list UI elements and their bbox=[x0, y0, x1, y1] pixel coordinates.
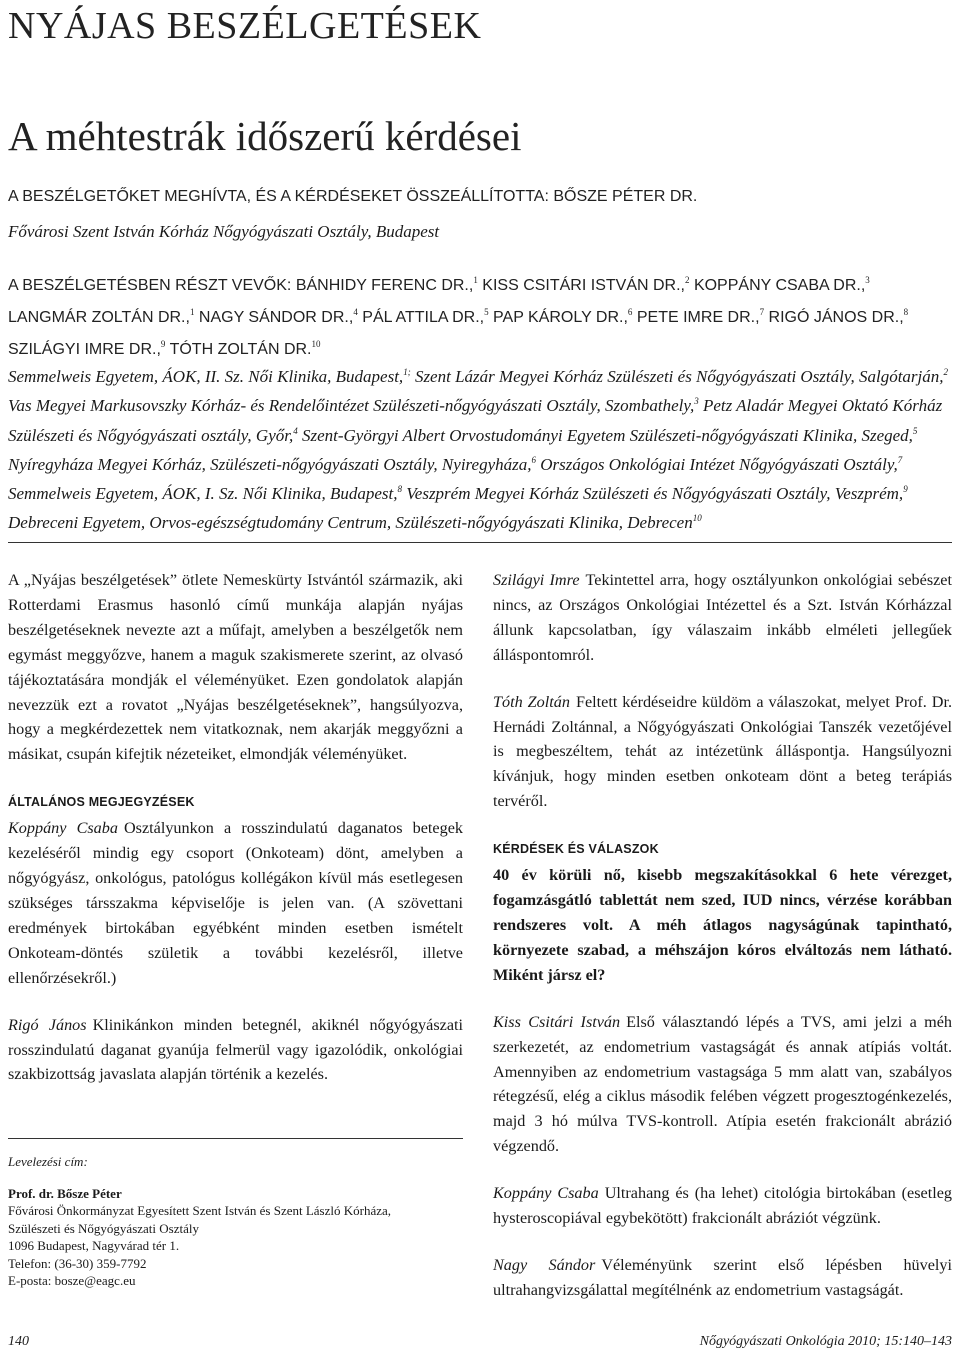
participant-name: TÓTH ZOLTÁN DR. bbox=[169, 341, 312, 358]
speaker-name: Nagy Sándor bbox=[493, 1255, 596, 1274]
left-column bbox=[8, 568, 463, 1087]
answer-paragraph bbox=[8, 816, 463, 990]
participant-affiliation-ref: 5 bbox=[484, 307, 489, 317]
affiliation-text: Veszprém Megyei Kórház Szülészeti és Nőgyógyászati Osztály, Veszprém, bbox=[406, 484, 904, 504]
correspondence-name: Prof. dr. Bősze Péter bbox=[8, 1185, 122, 1201]
address-line: Fővárosi Önkormányzat Egyesített Szent István és Szent László Kórháza, bbox=[8, 1203, 392, 1218]
participants-list bbox=[8, 267, 953, 363]
affiliation-text: Semmelweis Egyetem, ÁOK, II. Sz. Női Klinika, Budapest, bbox=[8, 367, 404, 386]
affiliation-text: Semmelweis Egyetem, ÁOK, I. Sz. Női Klinika, Budapest, bbox=[8, 484, 398, 504]
journal-citation: Nőgyógyászati Onkológia 2010; 15:140–143 bbox=[699, 1334, 952, 1349]
participant-affiliation-ref: 6 bbox=[627, 307, 633, 317]
speaker-name: Szilágyi Imre bbox=[493, 571, 580, 589]
answer-paragraph bbox=[493, 1181, 952, 1231]
right-column bbox=[493, 568, 952, 1303]
speaker-name: Koppány Csaba bbox=[8, 819, 118, 838]
participant-affiliation-ref: 10 bbox=[311, 339, 321, 349]
participant-name: PÁL ATTILA DR., bbox=[362, 309, 485, 326]
speaker-name: Kiss Csitári István bbox=[493, 1012, 621, 1031]
answer-paragraph bbox=[493, 1253, 952, 1303]
affiliation-text: Nyíregyháza Megyei Kórház, Szülészeti-nőgyógyászati Osztály, Nyiregyháza, bbox=[8, 454, 532, 474]
correspondence-label: Levelezési cím: bbox=[8, 1154, 88, 1169]
answer-text: Véleményünk szerint első lépésben hüvelyi ultrahangvizsgálattal megítélnénk az endometrium vastagságát. bbox=[493, 1255, 953, 1299]
header-divider bbox=[8, 542, 952, 543]
participant-name: SZILÁGYI IMRE DR., bbox=[8, 341, 161, 358]
affiliation-ref: 4 bbox=[293, 425, 298, 436]
answer-paragraph bbox=[493, 568, 952, 668]
answer-text: Első választandó lépés a TVS, ami jelzi a méh szerkezetét, az endometrium vastagságát és annak atípiás voltát. Amennyiben az endometrium vastagsága 5 mm alatt van, szabályos rétegzésű, elég a ciklus második felében végzett progesztogénkezelés, majd 3 hó múlva TVS-kontroll. Atípia esetén frakcionált abrázió végzendő. bbox=[493, 1012, 952, 1156]
answer-text: Feltett kérdéseidre küldöm a válaszokat, melyet Prof. Dr. Hernádi Zoltánnal, a Nőgyógyászati Onkológiai Tanszék vezetőjével is megbeszéltem, tehát az intézetünk álláspontja. Hangsúlyozni kívánjuk, hogy minden esetben onkoteam dönt a beteg terápiás tervéről. bbox=[493, 692, 952, 811]
intro-paragraph: A „Nyájas beszélgetések” ötlete Nemeskürty Istvántól származik, aki Rotterdami Erasmus hasonló című munkája alapján nyájas beszélgetéseknek nevezte azt a műfajt, amelyben a beszélgetők nem egymást meggyőzve, hanem a maguk szakismerete szerint, az olvasó tájékoztatására mondják el véleményüket. Ezen gondolatok alapján nevezzük ezt a rovatot „Nyájas beszélgetéseknek”, hangsúlyozva, hogy a megkérdezettek nem vitatkoznak, nem akarják meggyőzni a másikat, csupán kifejtik nézeteiket, elmondják véleményüket. bbox=[8, 571, 463, 764]
speaker-name: Tóth Zoltán bbox=[493, 692, 570, 711]
participant-affiliation-ref: 2 bbox=[684, 275, 690, 285]
affiliation-ref: 2 bbox=[943, 367, 949, 377]
question-paragraph: 40 év körüli nő, kisebb megszakításokkal 6 hete vérezget, fogamzásgátló tablettát nem szed, IUD nincs, vérzése korábban rendszeres volt. A méh átlagos nagyságúnak tapintható, környezete szabad, a méhszájon kóros elváltozás nem látható. Miként jársz el? bbox=[493, 866, 952, 984]
answer-paragraph bbox=[493, 1010, 952, 1159]
affiliation-text: Petz Aladár Megyei Oktató Kórház Szülészeti és Nőgyógyászati osztály, Győr, bbox=[8, 396, 943, 445]
participant-name: KOPPÁNY CSABA DR., bbox=[693, 277, 866, 294]
address-line: 1096 Budapest, Nagyvárad tér 1. bbox=[8, 1238, 180, 1253]
participant-affiliation-ref: 1 bbox=[189, 307, 195, 317]
participant-name: KISS CSITÁRI ISTVÁN DR., bbox=[482, 277, 685, 294]
participant-affiliation-ref: 7 bbox=[759, 307, 765, 317]
participant-name: LANGMÁR ZOLTÁN DR., bbox=[8, 309, 190, 326]
speaker-name: Rigó János bbox=[8, 1015, 87, 1034]
participant-name: RIGÓ JÁNOS DR., bbox=[768, 309, 904, 326]
page-number: 140 bbox=[8, 1334, 29, 1349]
contact-divider bbox=[8, 1138, 463, 1139]
affiliation-ref: 8 bbox=[397, 484, 403, 495]
general-remarks-heading: ÁLTALÁNOS MEGJEGYZÉSEK bbox=[8, 795, 195, 810]
participant-affiliation-ref: 1 bbox=[473, 275, 478, 285]
answer-text: Tekintettel arra, hogy osztályunkon onkológiai sebészet nincs, az Országos Onkológiai Intézettel és a Szt. István Kórházzal állunk kapcsolatban, így válaszaim inkább elméleti jellegűek álláspontomról. bbox=[493, 571, 952, 664]
participant-affiliation-ref: 8 bbox=[903, 307, 909, 317]
email-line: E-posta: bosze@eagc.eu bbox=[8, 1273, 136, 1288]
participant-name: PETE IMRE DR., bbox=[636, 309, 760, 326]
affiliation-ref: 7 bbox=[897, 454, 903, 465]
affiliation-ref: 6 bbox=[531, 454, 536, 465]
answer-text: Ultrahang és (ha lehet) citológia birtokában (esetleg hysteroscopiával egybekötött) frakcionált abráziót végzünk. bbox=[493, 1184, 952, 1228]
participant-name: NAGY SÁNDOR DR., bbox=[198, 309, 354, 326]
answer-text: Klinikánkon minden betegnél, akiknél nőgyógyászati rosszindulatú daganat gyanúja felmerül vagy igazolódik, onkológiai szakbizottság javaslata alapján történik a kezelés. bbox=[8, 1015, 464, 1084]
answer-text: Osztályunkon a rosszindulatú daganatos betegek kezeléséről mindig egy csoport (Onkoteam) dönt, amelyben a nőgyógyász, onkológus, patológus kollégákon kívül más esetlegesen szükséges társszakma képviselője is jelen van. (A szövettani eredmények birtokában egyébként minden esetben ismételt Onkoteam-döntés születik a további kezelésről, illetve ellenőrzésekről.) bbox=[8, 819, 463, 987]
organizer-line: A BESZÉLGETŐKET MEGHÍVTA, ÉS A KÉRDÉSEKET ÖSSZEÁLLÍTOTTA: BŐSZE PÉTER DR. bbox=[8, 188, 698, 205]
affiliation-text: Szent-Györgyi Albert Orvostudományi Egyetem Szülészeti-nőgyógyászati Klinika, Szeged, bbox=[301, 425, 913, 445]
participant-affiliation-ref: 4 bbox=[353, 307, 358, 317]
affiliation-ref: 10 bbox=[692, 513, 702, 524]
affiliation-text: Debreceni Egyetem, Orvos-egészségtudomány Centrum, Szülészeti-nőgyógyászati Klinika, Debrecen bbox=[8, 513, 693, 533]
participant-affiliation-ref: 3 bbox=[865, 275, 870, 285]
questions-heading: KÉRDÉSEK ÉS VÁLASZOK bbox=[493, 842, 659, 857]
answer-paragraph bbox=[8, 1013, 463, 1088]
article-title: A méhtestrák időszerű kérdései bbox=[8, 113, 522, 159]
address-line: Szülészeti és Nőgyógyászati Osztály bbox=[8, 1220, 199, 1236]
affiliation-ref: 1; bbox=[403, 367, 411, 377]
affiliation-ref: 9 bbox=[903, 484, 908, 495]
affiliation-text: Vas Megyei Markusovszky Kórház- és Rendelőintézet Szülészeti-nőgyógyászati Osztály, Szombathely, bbox=[8, 396, 695, 416]
organizer-affiliation: Fővárosi Szent István Kórház Nőgyógyászati Osztály, Budapest bbox=[8, 222, 440, 241]
affiliation-text: Szent Lázár Megyei Kórház Szülészeti és Nőgyógyászati Osztály, Salgótarján, bbox=[414, 367, 944, 386]
affiliation-ref: 5 bbox=[912, 425, 918, 436]
participants-prefix: A BESZÉLGETÉSBEN RÉSZT VEVŐK: bbox=[8, 277, 292, 294]
phone-line: Telefon: (36-30) 359-7792 bbox=[8, 1255, 147, 1271]
participant-name: BÁNHIDY FERENC DR., bbox=[295, 277, 474, 294]
affiliation-text: Országos Onkológiai Intézet Nőgyógyászati Osztály, bbox=[540, 454, 898, 474]
answer-paragraph bbox=[493, 690, 952, 815]
affiliation-ref: 3 bbox=[694, 396, 699, 407]
speaker-name: Koppány Csaba bbox=[493, 1184, 599, 1203]
participant-name: PAP KÁROLY DR., bbox=[493, 309, 628, 326]
participant-affiliation-ref: 9 bbox=[160, 339, 166, 349]
affiliations-list bbox=[8, 360, 953, 536]
correspondence-block bbox=[8, 1153, 463, 1290]
section-title: NYÁJAS BESZÉLGETÉSEK bbox=[8, 5, 482, 47]
